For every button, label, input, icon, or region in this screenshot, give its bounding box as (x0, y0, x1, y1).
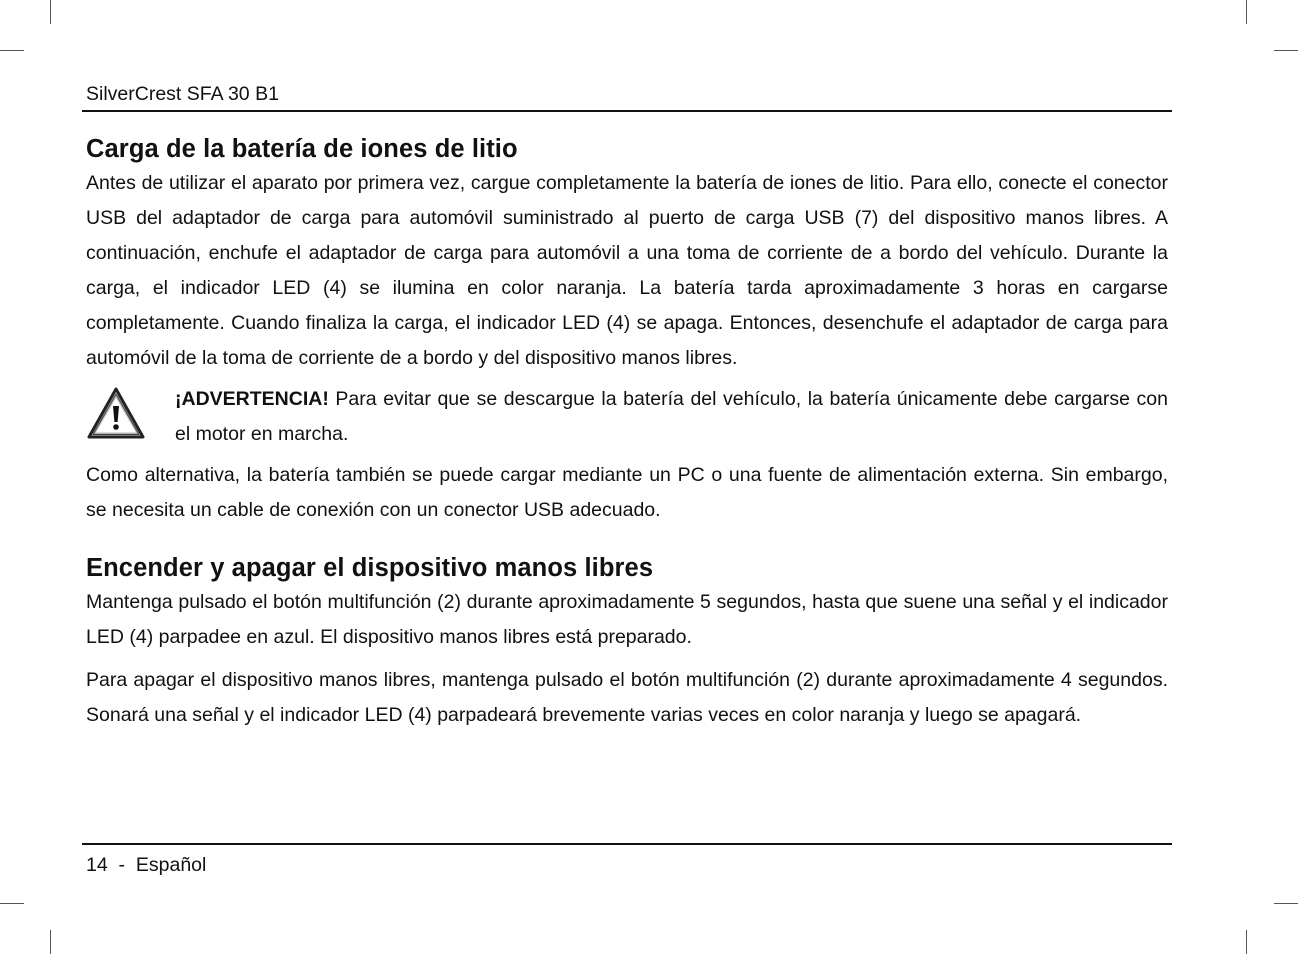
paragraph: Antes de utilizar el aparato por primera vez, cargue completamente la batería de iones de litio. Para ello, conecte el conector USB del adaptador de carga para automóvil suministrado al puerto de carga USB (7) del dispositivo manos libres. A continuación, enchufe el adaptador de carga para automóvil a una toma de corriente de a bordo del vehículo. Durante la carga, el indicador LED (4) se ilumina en color naranja. La batería tarda aproximadamente 3 horas en cargarse completamente. Cuando finaliza la carga, el indicador LED (4) se apaga. Entonces, desenchufe el adaptador de carga para automóvil de la toma de corriente de a bordo y del dispositivo manos libres. (86, 172, 1168, 369)
footer-language: Español (135, 854, 207, 876)
crop-mark (1246, 930, 1247, 954)
crop-mark (1274, 903, 1298, 904)
page-footer (86, 853, 206, 877)
section-heading-charging: Carga de la batería de iones de litio (86, 135, 518, 163)
paragraph: Como alternativa, la batería también se puede cargar mediante un PC o una fuente de alimentación externa. Sin embargo, se necesita un cable de conexión con un conector USB adecuado. (86, 464, 1168, 521)
footer-separator: - (118, 854, 126, 876)
crop-mark (1274, 50, 1298, 51)
paragraph: Para apagar el dispositivo manos libres, mantenga pulsado el botón multifunción (2) durante aproximadamente 4 segundos. Sonará una señal y el indicador LED (4) parpadeará brevemente varias veces en color naranja y luego se apagará. (86, 669, 1168, 726)
warning-block (86, 386, 1168, 452)
paragraph: Mantenga pulsado el botón multifunción (2) durante aproximadamente 5 segundos, hasta que suene una señal y el indicador LED (4) parpadee en azul. El dispositivo manos libres está preparado. (86, 591, 1168, 648)
running-header: SilverCrest SFA 30 B1 (86, 83, 279, 105)
warning-text (175, 386, 1168, 452)
section-heading-power: Encender y apagar el dispositivo manos libres (86, 554, 654, 582)
crop-mark (0, 50, 24, 51)
crop-mark (50, 0, 51, 24)
footer-rule (82, 843, 1172, 845)
page-number: 14 (86, 854, 108, 876)
page-content (86, 132, 1168, 733)
crop-mark (0, 903, 24, 904)
crop-mark (1246, 0, 1247, 24)
crop-mark (50, 930, 51, 954)
header-rule (82, 110, 1172, 112)
warning-label: ¡ADVERTENCIA! (175, 388, 329, 410)
warning-message: Para evitar que se descargue la batería del vehículo, la batería únicamente debe cargarse con el motor en marcha. (175, 388, 1168, 445)
warning-paragraph (175, 382, 1168, 452)
warning-triangle-icon (86, 386, 146, 440)
